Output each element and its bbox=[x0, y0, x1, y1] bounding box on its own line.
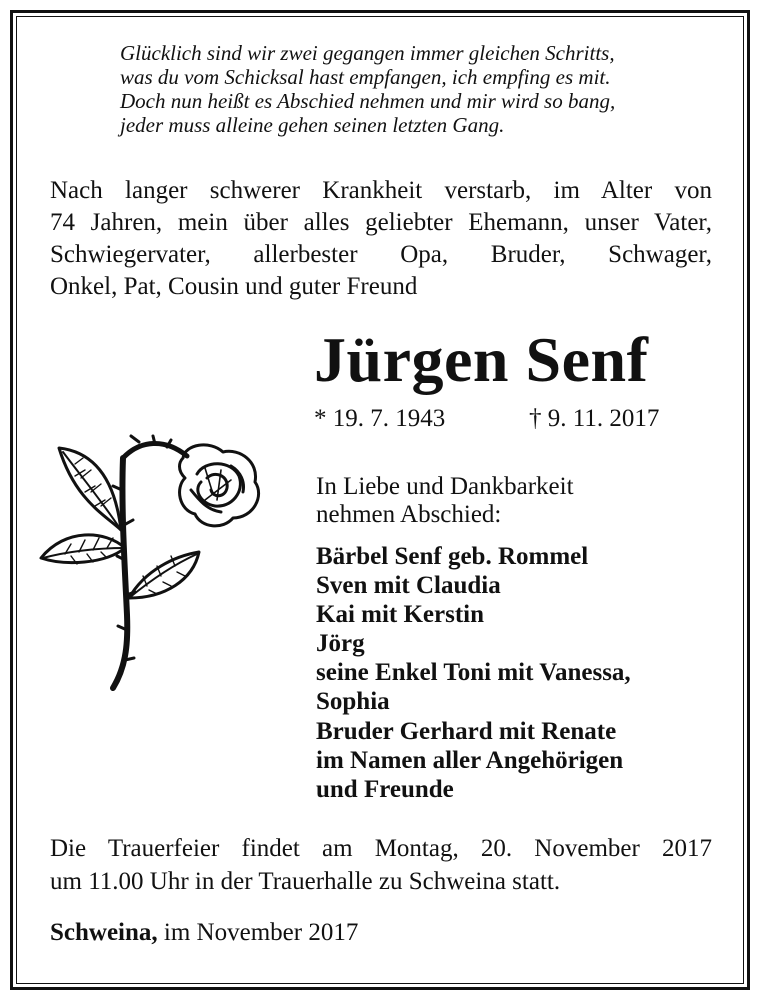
intro-text bbox=[50, 175, 712, 303]
closing-line bbox=[50, 918, 358, 948]
mourner-line: Bruder Gerhard mit Renate bbox=[316, 717, 617, 745]
birth-date: * 19. 7. 1943 bbox=[314, 405, 446, 432]
intro-line: Schwiegervater, allerbester Opa, Bruder, Schwager, bbox=[50, 241, 712, 268]
rose-leaf bbox=[129, 552, 199, 598]
poem-line: Glücklich sind wir zwei gegangen immer gleichen Schritts, bbox=[120, 41, 615, 65]
rose-flower bbox=[180, 445, 259, 526]
deceased-name: Jürgen Senf bbox=[314, 324, 649, 395]
intro-line: 74 Jahren, mein über alles geliebter Ehemann, unser Vater, bbox=[50, 209, 712, 236]
poem bbox=[120, 41, 720, 137]
rose-leaf bbox=[59, 448, 121, 530]
rose-icon bbox=[35, 430, 270, 695]
thanks-line: In Liebe und Dankbarkeit bbox=[316, 473, 574, 500]
poem-line: Doch nun heißt es Abschied nehmen und mir wird so bang, bbox=[120, 89, 616, 113]
poem-line: was du vom Schicksal hast empfangen, ich empfing es mit. bbox=[120, 65, 611, 89]
mourner-line: Bärbel Senf geb. Rommel bbox=[316, 543, 589, 570]
service-line: Die Trauerfeier findet am Montag, 20. November 2017 bbox=[50, 835, 712, 862]
intro-line: Nach langer schwerer Krankheit verstarb, im Alter von bbox=[50, 177, 712, 204]
thanks-text bbox=[316, 473, 574, 529]
mourner-line: im Namen aller Angehörigen bbox=[316, 746, 624, 774]
mourner-line: Sophia bbox=[316, 688, 390, 716]
service-line: um 11.00 Uhr in der Trauerhalle zu Schweina statt. bbox=[50, 868, 561, 895]
mourner-line: seine Enkel Toni mit Vanessa, bbox=[316, 659, 631, 687]
closing-place: Schweina, bbox=[50, 919, 158, 946]
death-date: † 9. 11. 2017 bbox=[529, 405, 660, 432]
poem-line: jeder muss alleine gehen seinen letzten Gang. bbox=[120, 113, 505, 137]
thanks-line: nehmen Abschied: bbox=[316, 501, 502, 528]
mourner-line: und Freunde bbox=[316, 775, 454, 803]
mourner-line: Sven mit Claudia bbox=[316, 572, 501, 600]
closing-date: im November 2017 bbox=[163, 919, 359, 946]
mourners-list bbox=[316, 542, 631, 804]
mourner-line: Kai mit Kerstin bbox=[316, 601, 485, 629]
mourner-line: Jörg bbox=[316, 630, 365, 658]
rose-leaf bbox=[41, 535, 125, 564]
intro-line: Onkel, Pat, Cousin und guter Freund bbox=[50, 273, 418, 300]
service-info bbox=[50, 832, 712, 898]
